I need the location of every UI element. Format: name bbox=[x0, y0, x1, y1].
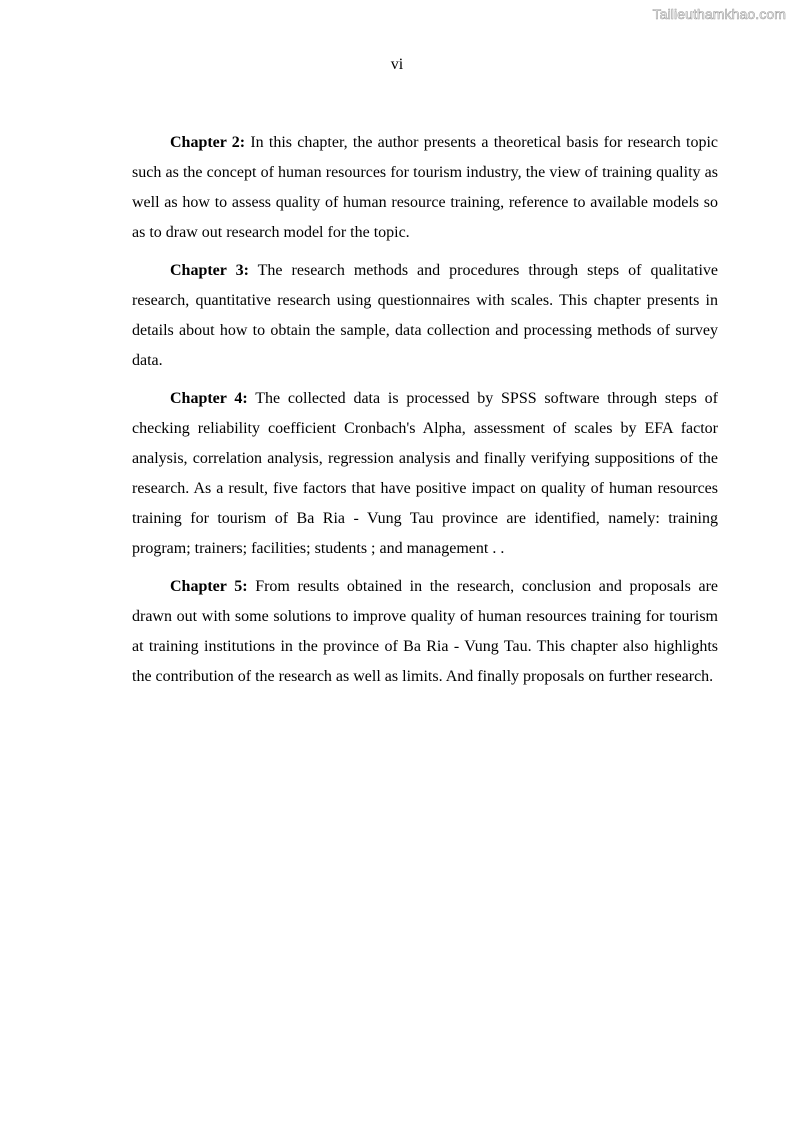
watermark-text: Tailieuthamkhao.com bbox=[652, 6, 786, 22]
chapter-text: The collected data is processed by SPSS software through steps of checking reliability coefficient Cronbach's Alpha, assessment of scales by EFA factor analysis, correlation analysis, regression analysis and finally verifying suppositions of the research. As a result, five factors that have positive impact on quality of human resources training for tourism of Ba Ria - Vung Tau province are identified, namely: training program; trainers; facilities; students ; and management . . bbox=[132, 390, 718, 557]
document-body bbox=[132, 128, 718, 700]
chapter-text: In this chapter, the author presents a theoretical basis for research topic such as the concept of human resources for tourism industry, the view of training quality as well as how to assess quality of human resource training, reference to available models so as to draw out research model for the topic. bbox=[132, 134, 718, 241]
chapter-3-summary bbox=[132, 256, 718, 376]
page-number: vi bbox=[390, 56, 404, 73]
chapter-heading: Chapter 2: bbox=[170, 134, 246, 151]
chapter-text: The research methods and procedures through steps of qualitative research, quantitative research using questionnaires with scales. This chapter presents in details about how to obtain the sample, data collection and processing methods of survey data. bbox=[132, 262, 719, 369]
chapter-text: From results obtained in the research, conclusion and proposals are drawn out with some solutions to improve quality of human resources training for tourism at training institutions in the province of Ba Ria - Vung Tau. This chapter also highlights the contribution of the research as well as limits. And finally proposals on further research. bbox=[132, 578, 718, 685]
chapter-heading: Chapter 3: bbox=[170, 262, 249, 279]
chapter-5-summary bbox=[132, 572, 718, 692]
chapter-4-summary bbox=[132, 384, 718, 564]
chapter-heading: Chapter 4: bbox=[170, 390, 248, 407]
chapter-2-summary bbox=[132, 128, 718, 248]
chapter-heading: Chapter 5: bbox=[170, 578, 248, 595]
